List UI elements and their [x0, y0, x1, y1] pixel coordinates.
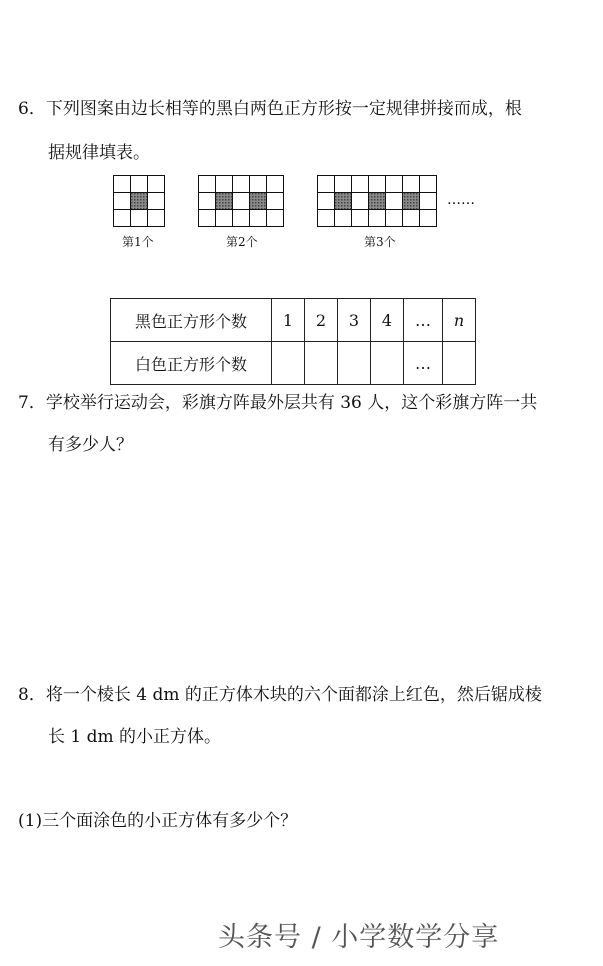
table-cell: 4 [371, 299, 404, 342]
fill-in-table [110, 298, 476, 385]
continuation-ellipsis: …… [447, 192, 475, 208]
pattern-figure-2-grid [198, 175, 284, 227]
table-row-black [111, 299, 476, 342]
row-header-black: 黑色正方形个数 [111, 299, 272, 342]
pattern-figure-2 [198, 175, 284, 227]
watermark: 头条号 / 小学数学分享 [218, 922, 500, 953]
table-row-white [111, 342, 476, 385]
answer-cell[interactable] [338, 342, 371, 385]
answer-cell[interactable] [305, 342, 338, 385]
figure-3-label: 第3个 [364, 235, 396, 249]
table-cell: … [404, 342, 443, 385]
answer-cell[interactable] [443, 342, 476, 385]
row-header-white: 白色正方形个数 [111, 342, 272, 385]
figure-1-label: 第1个 [122, 235, 154, 249]
pattern-figure-1-grid [113, 175, 165, 227]
figure-2-label: 第2个 [226, 235, 258, 249]
answer-cell[interactable] [272, 342, 305, 385]
question-7-line-1: 7．学校举行运动会，彩旗方阵最外层共有 36 人，这个彩旗方阵一共 [18, 393, 538, 413]
table-cell: 2 [305, 299, 338, 342]
pattern-figure-3 [317, 175, 437, 227]
table-cell: 3 [338, 299, 371, 342]
question-6-line-1: 6．下列图案由边长相等的黑白两色正方形按一定规律拼接而成，根 [18, 99, 522, 119]
table-cell: n [443, 299, 476, 342]
question-8-part-1: (1)三个面涂色的小正方体有多少个？ [18, 811, 298, 831]
table-cell: 1 [272, 299, 305, 342]
question-8-line-2: 长 1 dm 的小正方体。 [48, 727, 222, 747]
answer-cell[interactable] [371, 342, 404, 385]
question-6-line-2: 据规律填表。 [48, 143, 150, 163]
table-cell: … [404, 299, 443, 342]
pattern-figure-1 [113, 175, 165, 227]
question-8-line-1: 8．将一个棱长 4 dm 的正方体木块的六个面都涂上红色，然后锯成棱 [18, 685, 542, 705]
question-7-line-2: 有多少人？ [48, 435, 133, 455]
pattern-figure-3-grid [317, 175, 437, 227]
